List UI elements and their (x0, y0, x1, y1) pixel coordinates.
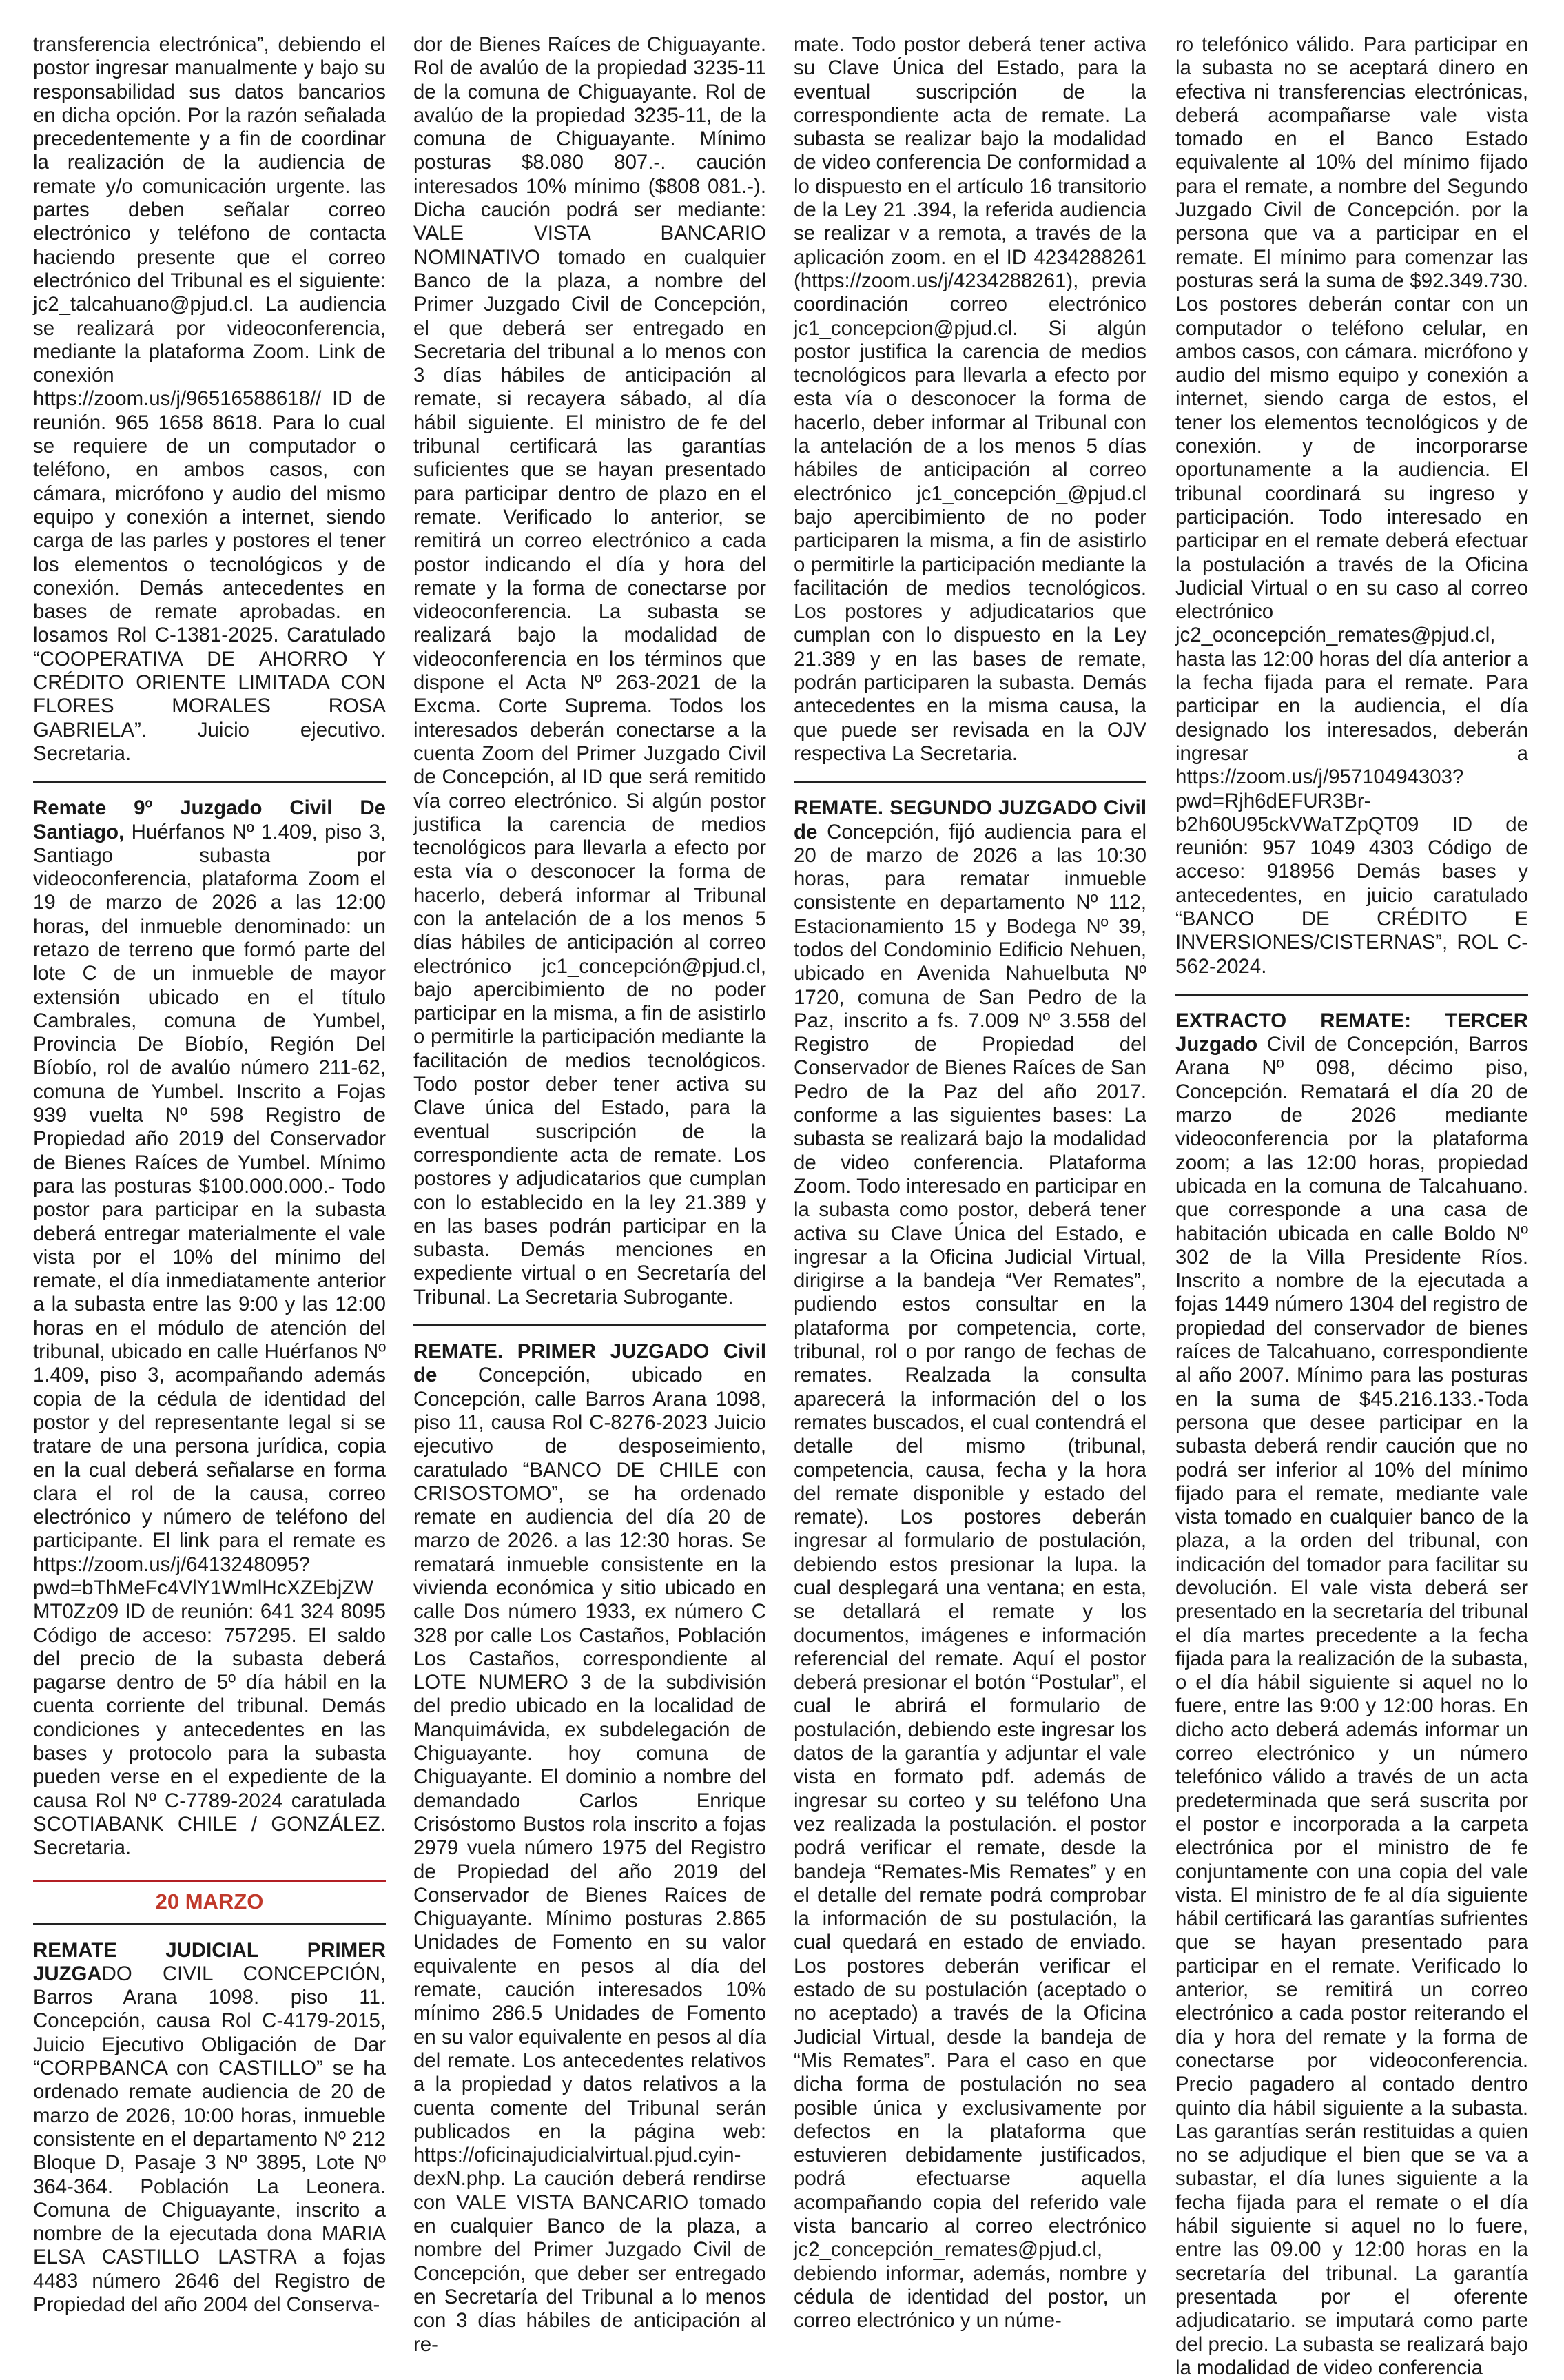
notice-body: Civil de Concepción, Barros Arana Nº 098, décimo piso, Concepción. Rematará el día 20 de marzo de 2026 mediante videoconferencia por la plataforma zoom; a las 12:00 horas, propiedad ubicada en la comuna de Talcahuano. que corresponde a una casa de habitación ubicada en calle Boldo Nº 302 de la Villa Presidente Ríos. Inscrito a nombre de la ejecutada a fojas 1449 número 1304 del registro de propiedad del conservador de bienes raíces de Talcahuano, correspondiente al año 2007. Mínimo para las posturas en la suma de $45.216.133.-Toda persona que desee participar en la subasta deberá rendir caución que no podrá ser inferior al 10% del mínimo fijado para el remate, mediante vale vista tomado en cualquier banco de la plaza, a la orden del tribunal, con indicación del tomador para facilitar su devolución. El vale vista deberá ser presentado en la secretaría del tribunal el día martes precedente a la fecha fijada para la realización de la subasta, o el día hábil siguiente si aquel no lo fuere, entre las 9:00 y 12:00 horas. En dicho acto deberá además informar un correo electrónico y un número telefónico válido a través de un acta predeterminada que será suscrita por el postor e incorporada a la carpeta electrónica por el ministro de fe conjuntamente con una copia del vale vista. El ministro de fe al día siguiente hábil certificará las garantías sufrientes que se hayan presentado para participar en el remate. Verificado lo anterior, se remitirá un correo electrónico a cada postor reiterando el día y hora del remate y la forma de conectarse por videoconferencia. Precio pagadero al contado dentro quinto día hábil siguiente a la subasta. Las garantías serán restituidas a quien no se adjudique el bien que se va a subastar, el día lunes siguiente a la fecha fijada para el remate o el día hábil siguiente si aquel no lo fuere, entre las 09.00 y 12:00 horas en la secretaría del tribunal. La garantía presentada por el oferente adjudicatario. se imputará como parte del precio. La subasta se realizará bajo la modalidad de video conferencia (1175, 1033, 1528, 2379)
notice-heading: EXTRACTO REMATE: TERCER Juzgado (1175, 1009, 1528, 1056)
notice-heading: Remate 9º Juzgado Civil De Santiago, (33, 797, 386, 843)
notice-divider (413, 1324, 766, 1326)
column-2 (413, 33, 766, 2357)
notice-heading: REMATE. PRIMER JUZGADO Civil de (413, 1340, 766, 1387)
notice-heading: REMATE JUDICIAL PRIMER JUZGA (33, 1938, 386, 1985)
notice-continuation-crisostomo (794, 33, 1146, 766)
notice-9-juzgado-santiago (33, 797, 386, 1860)
date-divider (33, 1880, 386, 1882)
notice-continuation-castillo (413, 33, 766, 1309)
notice-divider (794, 781, 1146, 783)
notice-continuation-talcahuano (33, 33, 386, 766)
notice-primer-juzgado-crisostomo (413, 1340, 766, 2357)
notice-divider (33, 781, 386, 783)
column-3 (794, 33, 1146, 2333)
notice-primer-juzgado-concepcion-castillo (33, 1939, 386, 2317)
notice-body: DO CIVIL CONCEPCIÓN, Barros Arana 1098. piso 11. Concepción, causa Rol C-4179-2015, Juicio Ejecutivo Obligación de Dar “CORPBANCA con CASTILLO” se ha ordenado remate audiencia de 20 de marzo de 2026, 10:00 horas, inmueble consistente en el departamento Nº 212 Bloque D, Pasaje 3 Nº 3895, Lote Nº 364-364. Población La Leonera. Comuna de Chiguayante, inscrito a nombre de la ejecutada dona MARIA ELSA CASTILLO LASTRA a fojas 4483 número 2646 del Registro de Propiedad del año 2004 del Conserva- (33, 1962, 386, 2317)
notice-tercer-juzgado-concepcion (1175, 1009, 1528, 2380)
notice-continuation-segundo-juzgado (1175, 33, 1528, 978)
notice-heading: REMATE. SEGUNDO JUZGADO Civil de (794, 797, 1146, 843)
column-1 (33, 33, 386, 2317)
notice-body: transferencia electrónica”, debiendo el postor ingresar manualmente y bajo su responsabilidad sus datos bancarios en dicha opción. Por la razón señalada precedentemente y a fin de coordinar la realización de la audiencia de remate y/o comunicación urgente. las partes deben señalar correo electrónico y teléfono de contacta haciendo presente que el correo electrónico del Tribunal es el siguiente: jc2_talcahuano@pjud.cl. La audiencia se realizará por videoconferencia, mediante la plataforma Zoom. Link de conexión https://zoom.us/j/96516588618// ID de reunión. 965 1658 8618. Para lo cual se requiere de un computador o teléfono, en ambos casos, con cámara, micrófono y audio del mismo equipo y conexión a internet, siendo carga de las parles y postores el tener los elementos o tecnológicos y de conexión. Demás antecedentes en bases de remate aprobadas. en losamos Rol C-1381-2025. Caratulado “COOPERATIVA DE AHORRO Y CRÉDITO ORIENTE LIMITADA CON FLORES MORALES ROSA GABRIELA”. Juicio ejecutivo. Secretaria. (33, 33, 386, 765)
notice-body: Concepción, fijó audiencia para el 20 de marzo de 2026 a las 10:30 horas, para rematar inmueble consistente en departamento Nº 112, Estacionamiento 15 y Bodega Nº 39, todos del Condominio Edificio Nehuen, ubicado en Avenida Nahuelbuta Nº 1720, comuna de San Pedro de la Paz, inscrito a fs. 7.009 Nº 3.558 del Registro de Propiedad del Conservador de Bienes Raíces de San Pedro de la Paz del año 2017. conforme a las siguientes bases: La subasta se realizará bajo la modalidad de video conferencia. Plataforma Zoom. Todo interesado en participar en la subasta como postor, deberá tener activa su Clave Única del Estado, e ingresar a la Oficina Judicial Virtual, dirigirse a la bandeja “Ver Remates”, pudiendo estos consultar en la plataforma por competencia, corte, tribunal, rol o por rango de fechas de remates. Realzada la consulta aparecerá la información del o los remates buscados, el cual contendrá el detalle del mismo (tribunal, competencia, causa, fecha y la hora del remate disponible y estado del remate). Los postores deberán ingresar al formulario de postulación, debiendo estos presionar la lupa. la cual desplegará una ventana; en esta, se detallará el remate y los documentos, imágenes e información referencial del remate. Aquí el postor deberá presionar el botón “Postular”, el cual le abrirá el formulario de postulación, debiendo este ingresar los datos de la garantía y adjuntar el vale vista en formato pdf. además de ingresar su corteo y su teléfono Una vez realizada la postulación. el postor podrá verificar el remate, desde la bandeja “Remates-Mis Remates” y en el detalle del remate podrá comprobar la información de su postulación, la cual quedará en estado de enviado. Los postores deberán verificar el estado de su postulación (aceptado o no aceptado) a través de la Oficina Judicial Virtual, desde la bandeja de “Mis Remates”. Para el caso en que dicha forma de postulación no sea posible única y exclusivamente por defectos en la plataforma que estuvieren debidamente justificados, podrá efectuarse aquella acompañando copia del referido vale vista bancario al correo electrónico jc2_concepción_remates@pjud.cl, debiendo informar, además, nombre y cédula de identidad del postor, un correo electrónico y un núme- (794, 820, 1146, 2332)
notice-body: dor de Bienes Raíces de Chiguayante. Rol de avalúo de la propiedad 3235-11 de la comuna de Chiguayante. Rol de avalúo de la propiedad 3235-11, de la comuna de Chiguayante. Mínimo posturas $8.080 807.-. caución interesados 10% mínimo ($808 081.-). Dicha caución podrá ser mediante: VALE VISTA BANCARIO NOMINATIVO tomado en cualquier Banco de la plaza, a nombre del Primer Juzgado Civil de Concepción, el que deberá ser entregado en Secretaria del tribunal a lo menos con 3 días hábiles de anticipación al remate, si recayera sábado, al día hábil siguiente. El ministro de fe del tribunal certificará las garantías suficientes que se hayan presentado para participar dentro de plazo en el remate. Verificado lo anterior, se remitirá un correo electrónico a cada postor indicando el día y hora del remate y la forma de conectarse por videoconferencia. La subasta se realizará bajo la modalidad de videoconferencia en los términos que dispone el Acta Nº 263-2021 de la Excma. Corte Suprema. Todos los interesados deberán conectarse a la cuenta Zoom del Primer Juzgado Civil de Concepción, al ID que será remitido vía correo electrónico. Si algún postor justifica la carencia de medios tecnológicos para llevarla a efecto por esta vía o desconocer la forma de hacerlo, deberá informar al Tribunal con la antelación de a los menos 5 días hábiles de anticipación al correo electrónico jc1_concepción@pjud.cl, bajo apercibimiento de no poder participar en la misma, a fin de asistirlo o permitirle la participación mediante la facilitación de medios tecnológicos. Todo postor deber tener activa su Clave única del Estado, para la eventual suscripción de la correspondiente acta de remate. Los postores y adjudicatarios que cumplan con lo establecido en la ley 21.389 y en las bases podrán participar en la subasta. Demás menciones en expediente virtual o en Secretaría del Tribunal. La Secretaria Subrogante. (413, 33, 766, 1309)
notice-body: ro telefónico válido. Para participar en la subasta no se aceptará dinero en efectiva ni transferencias electrónicas, deberá acompañarse vale vista tomado en el Banco Estado equivalente al 10% del mínimo fijado para el remate, a nombre del Segundo Juzgado Civil de Concepción. por la persona que va a participar en el remate. El mínimo para comenzar las posturas será la suma de $92.349.730. Los postores deberán contar con un computador o teléfono celular, en ambos casos, con cámara. micrófono y audio del mismo equipo y conexión a internet, siendo carga de estos, el tener los elementos tecnológicos y de conexión. y de incorporarse oportunamente a la audiencia. El tribunal coordinará su ingreso y participación. Todo interesado en participar en el remate deberá efectuar la postulación a través de la Oficina Judicial Virtual o en su caso al correo electrónico jc2_oconcepción_remates@pjud.cl, hasta las 12:00 horas del día anterior a la fecha fijada para el remate. Para participar en la audiencia, el día designado los interesados, deberán ingresar a https://zoom.us/j/95710494303?pwd=Rjh6dEFUR3Br-b2h60U95ckVWaTZpQT09 ID de reunión: 957 1049 4303 Código de acceso: 918956 Demás bases y antecedentes, en juicio caratulado “BANCO DE CRÉDITO E INVERSIONES/CISTERNAS”, ROL C-562-2024. (1175, 33, 1528, 978)
column-4 (1175, 33, 1528, 2380)
notice-segundo-juzgado-concepcion (794, 797, 1146, 2332)
notice-divider (33, 1923, 386, 1925)
notice-body: Huérfanos Nº 1.409, piso 3, Santiago subasta por videoconferencia, plataforma Zoom el 19 de marzo de 2026 a las 12:00 horas, del inmueble denominado: un retazo de terreno que formó parte del lote C de un inmueble de mayor extensión ubicado en el título Cambrales, comuna de Yumbel, Provincia De Bíobío, Región Del Bíobío, rol de avalúo número 211-62, comuna de Yumbel. Inscrito a Fojas 939 vuelta Nº 598 Registro de Propiedad año 2019 del Conservador de Bienes Raíces de Yumbel. Mínimo para las posturas $100.000.000.- Todo postor para participar en la subasta deberá entregar materialmente el vale vista por el 10% del mínimo del remate, el día inmediatamente anterior a la subasta entre las 9:00 y las 12:00 horas en el módulo de atención del tribunal, ubicado en calle Huérfanos Nº 1.409, piso 3, acompañando además copia de la cédula de identidad del postor y del representante legal si se tratare de una persona jurídica, copia en la cual deberá señalarse en forma clara el rol de la causa, correo electrónico y número de teléfono del participante. El link para el remate es https://zoom.us/j/6413248095?pwd=bThMeFc4VlY1WmlHcXZEbjZWMT0Zz09 ID de reunión: 641 324 8095 Código de acceso: 757295. El saldo del precio de la subasta deberá pagarse dentro de 5º día hábil en la cuenta corriente del tribunal. Demás condiciones y antecedentes en las bases y protocolo para la subasta pueden verse en el expediente de la causa Rol Nº C-7789-2024 caratulada SCOTIABANK CHILE / GONZÁLEZ. Secretaria. (33, 820, 386, 1860)
notice-divider (1175, 994, 1528, 996)
date-section-heading: 20 MARZO (155, 1889, 264, 1914)
notice-body: Concepción, ubicado en Concepción, calle Barros Arana 1098, piso 11, causa Rol C-8276-2023 Juicio ejecutivo de desposeimiento, caratulado “BANCO DE CHILE con CRISOSTOMO”, se ha ordenado remate en audiencia del día 20 de marzo de 2026. a las 12:30 horas. Se rematará inmueble consistente en la vivienda económica y sitio ubicado en calle Dos número 1933, ex número C 328 por calle Los Castaños, Población Los Castaños, correspondiente al LOTE NUMERO 3 de la subdivisión del predio ubicado en la localidad de Manquimávida, ex subdelegación de Chiguayante. hoy comuna de Chiguayante. El dominio a nombre del demandado Carlos Enrique Crisóstomo Bustos rola inscrito a fojas 2979 vuela número 1975 del Registro de Propiedad del año 2019 del Conservador de Bienes Raíces de Chiguayante. Mínimo posturas 2.865 Unidades de Fomento en su valor equivalente en pesos al día del remate, caución interesados 10% mínimo 286.5 Unidades de Fomento en su valor equivalente en pesos al día del remate. Los antecedentes relativos a la propiedad y datos relativos a la cuenta comente del Tribunal serán publicados en la página web: https://oficinajudicialvirtual.pjud.cyin-dexN.php. La caución deberá rendirse con VALE VISTA BANCARIO tomado en cualquier Banco de la plaza, a nombre del Primer Juzgado Civil de Concepción, que deber ser entregado en Secretaría del Tribunal a lo menos con 3 días hábiles de anticipación al re- (413, 1364, 766, 2356)
notice-body: mate. Todo postor deberá tener activa su Clave Única del Estado, para la eventual suscripción de la correspondiente acta de remate. La subasta se realizar bajo la modalidad de video conferencia De conformidad a lo dispuesto en el artículo 16 transitorio de la Ley 21 .394, la referida audiencia se realizar v a remota, a través de la aplicación zoom. en el ID 4234288261 (https://zoom.us/j/4234288261), previa coordinación correo electrónico jc1_concepcion@pjud.cl. Si algún postor justifica la carencia de medios tecnológicos para llevarla a efecto por esta vía o desconocer la forma de hacerlo, deber informar al Tribunal con la antelación de a los menos 5 días hábiles de anticipación al correo electrónico jc1_concepción_@pjud.cl bajo apercibimiento de no poder participaren la misma, a fin de asistirlo o permitirle la participación mediante la facilitación de medios tecnológicos. Los postores y adjudicatarios que cumplan con lo dispuesto en la Ley 21.389 y en las bases de remate, podrán participaren la subasta. Demás antecedentes en la misma causa, la que puede ser revisada en la OJV respectiva La Secretaria. (794, 33, 1146, 765)
